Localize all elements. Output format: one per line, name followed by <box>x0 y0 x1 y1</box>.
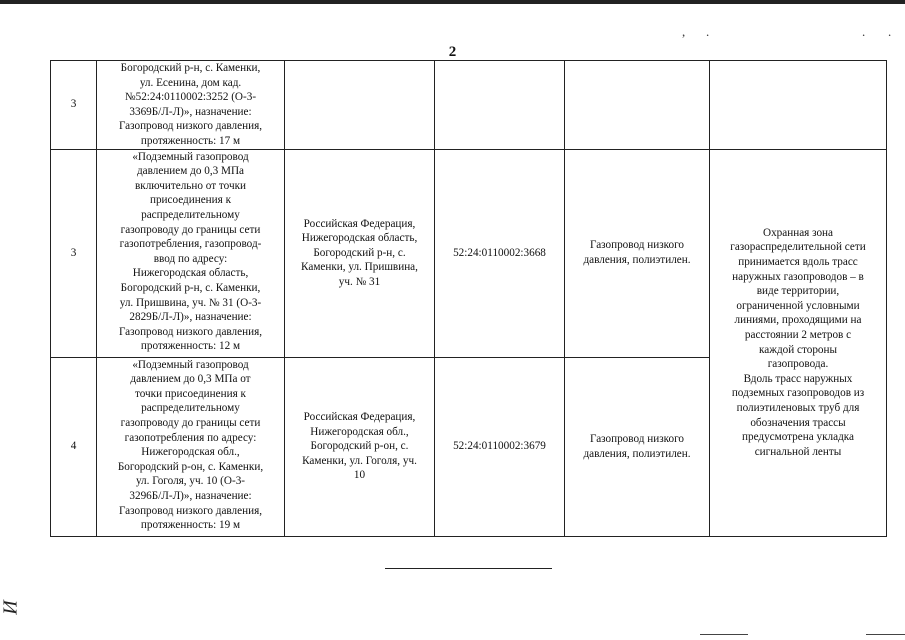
object-purpose <box>565 61 710 150</box>
row-number: 3 <box>51 61 97 150</box>
end-of-document-rule <box>385 568 552 569</box>
page-number: 2 <box>448 44 457 60</box>
scan-speck: , <box>682 24 686 39</box>
object-address: Российская Федерация, Нижегородская область, Богородский р-н, с. Каменки, ул. Пришвина, уч. № 31 <box>285 149 435 357</box>
scan-edge-line <box>700 634 748 635</box>
cadastral-number <box>435 61 565 150</box>
handwritten-margin-mark: И <box>0 600 22 615</box>
scan-speck: . <box>706 24 710 39</box>
object-address <box>285 61 435 150</box>
protection-zone-empty <box>710 61 887 150</box>
table-row <box>51 149 887 357</box>
object-description: Богородский р-н, с. Каменки, ул. Есенина, дом кад. №52:24:0110002:3252 (О-3- 3369Б/Л-Л)», назначение: Газопровод низкого давления, протяженность: 17 м <box>97 61 285 150</box>
object-purpose: Газопровод низкого давления, полиэтилен. <box>565 357 710 536</box>
gas-pipeline-table <box>50 60 887 537</box>
object-purpose: Газопровод низкого давления, полиэтилен. <box>565 149 710 357</box>
top-border-rule <box>0 0 905 4</box>
object-address: Российская Федерация, Нижегородская обл., Богородский р-он, с. Каменки, ул. Гоголя, уч. 10 <box>285 357 435 536</box>
row-number: 4 <box>51 357 97 536</box>
cadastral-number: 52:24:0110002:3668 <box>435 149 565 357</box>
cadastral-number: 52:24:0110002:3679 <box>435 357 565 536</box>
object-description: «Подземный газопровод давлением до 0,3 МПа от точки присоединения к распределительному газопроводу до границы сети газопотребления по адресу: Нижегородская обл., Богородский р-он, с. Каменки, ул. Гоголя, уч. 10 (О-3- 3296Б/Л-Л)», назначение: Газопровод низкого давления, протяженность: 19 м <box>97 357 285 536</box>
scan-speck: . <box>862 24 866 39</box>
table-row <box>51 61 887 150</box>
row-number: 3 <box>51 149 97 357</box>
scan-edge-line <box>866 634 905 635</box>
protection-zone-description: Охранная зона газораспределительной сети принимается вдоль трасс наружных газопроводов – в виде территории, ограниченной условными линиями, проходящими на расстоянии 2 метров с каждой стороны газопровода. Вдоль трасс наружных подземных газопроводов из полиэтиленовых труб для обозначения трассы предусмотрена укладка сигнальной ленты <box>710 149 887 536</box>
object-description: «Подземный газопровод давлением до 0,3 МПа включительно от точки присоединения к распределительному газопроводу до границы сети газопотребления, газопровод- ввод по адресу: Нижегородская область, Богородский р-н, с. Каменки, ул. Пришвина, уч. № 31 (О-3- 2829Б/Л-Л)», назначение: Газопровод низкого давления, протяженность: 12 м <box>97 149 285 357</box>
scan-speck: . <box>888 24 892 39</box>
